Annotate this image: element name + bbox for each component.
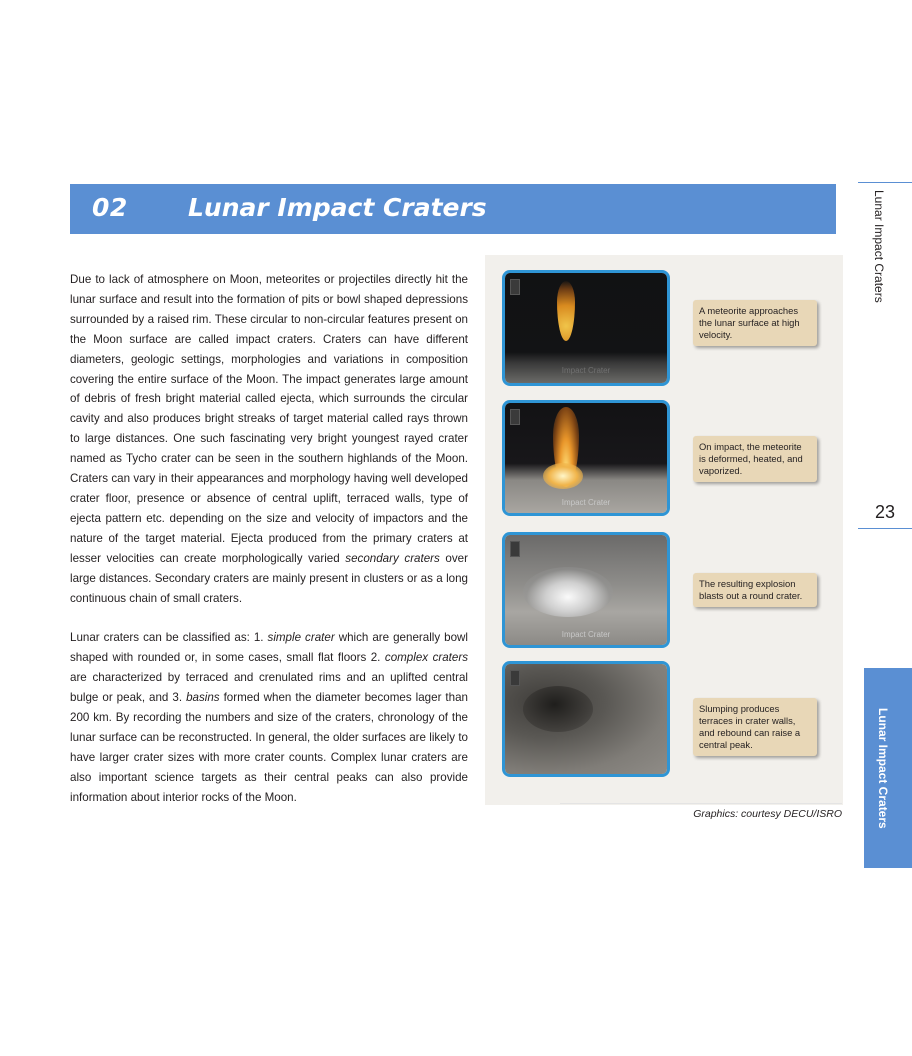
page-number: 23 [874, 502, 896, 522]
crater-hole [523, 686, 593, 732]
body-text [70, 270, 468, 807]
page-number-divider [858, 528, 912, 529]
chapter-tab-label: Lunar Impact Craters [876, 708, 890, 829]
running-title: Lunar Impact Craters [872, 190, 886, 303]
chapter-header [70, 184, 836, 234]
step-note-4: Slumping produces terraces in crater walls, and rebound can raise a central peak. [693, 698, 817, 756]
figure-credit: Graphics: courtesy DECU/ISRO [693, 808, 842, 820]
logo-icon [510, 409, 520, 425]
figure-panel-slumping [502, 661, 670, 777]
term-simple-crater: simple crater [267, 631, 335, 645]
explosion-burst [523, 567, 613, 617]
chapter-tab[interactable] [864, 668, 912, 868]
panel-caption: Impact Crater [561, 630, 611, 639]
crater-formation-figure [485, 255, 843, 805]
chapter-number: 02 [92, 193, 128, 222]
term-secondary-craters: secondary craters [345, 551, 440, 565]
term-basins: basins [186, 691, 220, 705]
panel-image [505, 535, 667, 645]
panel-image [505, 273, 667, 383]
paragraph-intro: Due to lack of atmosphere on Moon, meteorites or projectiles directly hit the lunar surface and result into the formation of pits or bowl shaped depressions surrounded by a raised rim. These circular to non-circular features present on the Moon surface are called impact craters. Craters can have different diameters, geologic settings, morphologies and variations in composition covering the entire surface of the Moon. The impact generates large amount of debris of fresh bright material called ejecta, which surrounds the circular cavity and also produces bright streaks of target material called rays thrown to large distances. One such fascinating very bright youngest rayed crater named as Tycho crater can be seen in the southern highlands of the Moon. Craters can vary in their appearances and morphology having well developed crater floor, presence or absence of central uplift, terraced walls, type of ejecta pattern etc. depending on the size and velocity of impactors and the nature of the target material. Ejecta produced from the primary craters at lesser velocities can create morphologically varied secondary craters over large distances. Secondary craters are mainly present in clusters or as a long continuous chain of small craters. [70, 273, 468, 605]
panel-image [505, 664, 667, 774]
panel-caption: Impact Crater [561, 498, 611, 507]
paragraph-classification: Lunar craters can be classified as: 1. simple crater which are generally bowl shaped with rounded or, in some cases, small flat floors 2. complex craters are characterized by terraced and crenulated rims and an uplifted central bulge or peak, and 3. basins formed when the diameter becomes lager than 200 km. By recording the numbers and size of the craters, chronology of the lunar surface can be reconstructed. In general, the older surfaces are likely to have larger crater sizes with more crater counts. Complex lunar craters are also important science targets as their central peaks can also provide information about interior rocks of the Moon. [70, 631, 468, 804]
logo-icon [510, 279, 520, 295]
meteor-icon [557, 281, 575, 341]
figure-panel-impact [502, 400, 670, 516]
sidebar-divider [858, 182, 912, 183]
panel-caption: Impact Crater [561, 366, 611, 375]
credit-divider [560, 803, 842, 804]
panel-image [505, 403, 667, 513]
term-complex-craters: complex craters [384, 651, 468, 665]
figure-panel-explosion [502, 532, 670, 648]
chapter-title: Lunar Impact Craters [188, 193, 487, 222]
figure-panel-approach [502, 270, 670, 386]
logo-icon [510, 670, 520, 686]
step-note-2: On impact, the meteorite is deformed, heated, and vaporized. [693, 436, 817, 482]
step-note-1: A meteorite approaches the lunar surface at high velocity. [693, 300, 817, 346]
logo-icon [510, 541, 520, 557]
impact-glow [543, 463, 583, 489]
step-note-3: The resulting explosion blasts out a round crater. [693, 573, 817, 607]
